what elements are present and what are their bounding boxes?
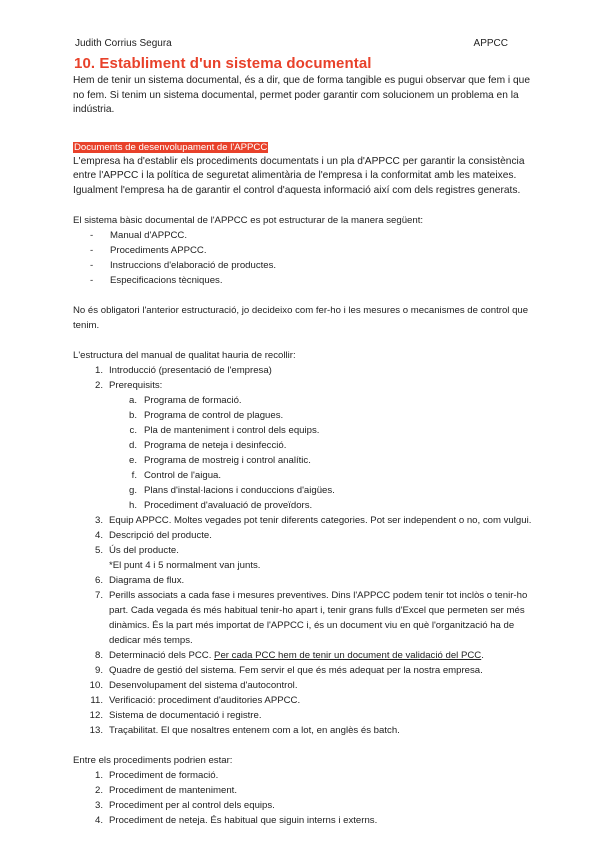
list-item: 4. Procediment de neteja. És habitual que siguin interns i externs. <box>94 815 378 826</box>
list-item: 2. Procediment de manteniment. <box>94 785 237 796</box>
list-item: - Manual d'APPCC. <box>90 228 535 243</box>
list-item: e. Programa de mostreig i control analític. <box>128 455 311 466</box>
list-item: 7. Perills associats a cada fase i mesures preventives. Dins l'APPCC podem tenir tot inclòs o tenir-ho part. Cada vegada és més habitual tenir-ho apart i, tenir grans fulls d'Excel que permeten ser més dinàmics. És la part més importat de l'APPCC i, és un document viu en què l'organització ha de dedicar més temps. <box>94 590 528 646</box>
header-subject: APPCC <box>473 38 508 49</box>
manual-intro: L'estructura del manual de qualitat hauria de recollir: <box>73 350 296 361</box>
list-item: d. Programa de neteja i desinfecció. <box>128 440 287 451</box>
basic-system-list <box>73 228 535 288</box>
list-item: - Especificacions tècniques. <box>90 273 535 288</box>
prerequisits-list <box>73 393 535 513</box>
list-item: 8. Determinació dels PCC. Per cada PCC hem de tenir un document de validació del PCC. <box>94 650 484 661</box>
list-item: - Instruccions d'elaboració de productes. <box>90 258 535 273</box>
document-body <box>73 74 535 828</box>
basic-system-intro: El sistema bàsic documental de l'APPCC es pot estructurar de la manera següent: <box>73 215 424 226</box>
list-item: h. Procediment d'avaluació de proveïdors. <box>128 500 313 511</box>
list-item: f. Control de l'aigua. <box>131 470 222 481</box>
manual-list <box>73 363 535 738</box>
list-item: 2. Prerequisits: a. Programa de formació. b. Programa de control de plagues. c. Pla de manteniment i control dels equips. d. Programa de neteja i desinfecció. e. Programa de mostreig i control analític. f. Control de l'aigua. g. Plans d'instal·lacions i conduccions d'aigües. h. Procediment d'avaluació de proveïdors. <box>73 378 535 513</box>
header-author: Judith Corrius Segura <box>75 38 172 49</box>
underlined-text: Per cada PCC hem de tenir un document de validació del PCC <box>214 650 482 661</box>
list-item: 9. Quadre de gestió del sistema. Fem servir el que és més adequat per la nostra empresa. <box>94 665 483 676</box>
list-item: 13. Traçabilitat. El que nosaltres entenem com a lot, en anglès és batch. <box>89 725 400 736</box>
intro-paragraph: Hem de tenir un sistema documental, és a dir, que de forma tangible es pugui observar que fem i que no fem. Si tenim un sistema documental, permet poder garantir com solucionem un problema en la indústria. <box>73 75 530 115</box>
list-item: 4. Descripció del producte. <box>94 530 212 541</box>
list-item: 12. Sistema de documentació i registre. <box>89 710 262 721</box>
procediments-list <box>73 768 535 828</box>
section-heading: Documents de desenvolupament de l'APPCC <box>74 141 268 153</box>
list-item: b. Programa de control de plagues. <box>128 410 284 421</box>
procediments-intro: Entre els procediments podrien estar: <box>73 755 233 766</box>
page-title: 10. Establiment d'un sistema documental <box>74 55 372 72</box>
list-item: g. Plans d'instal·lacions i conduccions d'aigües. <box>128 485 335 496</box>
list-item: 6. Diagrama de flux. <box>94 575 185 586</box>
list-item: 1. Introducció (presentació de l'empresa) <box>94 365 272 376</box>
list-item: 3. Equip APPCC. Moltes vegades pot tenir diferents categories. Pot ser independent o no, com vulgui. <box>94 515 532 526</box>
list-item: c. Pla de manteniment i control dels equips. <box>129 425 320 436</box>
section-paragraph: L'empresa ha d'establir els procediments documentats i un pla d'APPCC per garantir la consistència entre l'APPCC i la política de seguretat alimentària de l'empresa i la conformitat amb les mateixes. Igualment l'empresa ha de garantir el control d'aquesta informació així com dels registres generats. <box>73 155 525 196</box>
list-item: 1. Procediment de formació. <box>94 770 219 781</box>
list-item: - Procediments APPCC. <box>90 243 535 258</box>
list-item: 11. Verificació: procediment d'auditories APPCC. <box>90 695 301 706</box>
item5-note: *El punt 4 i 5 normalment van junts. <box>109 560 261 571</box>
list-item: 10. Desenvolupament del sistema d'autocontrol. <box>89 680 298 691</box>
not-obligatory-paragraph: No és obligatori l'anterior estructuració, jo decideixo com fer-ho i les mesures o mecanismes de control que tenim. <box>73 305 529 331</box>
page-header <box>75 38 508 49</box>
list-item: a. Programa de formació. <box>128 395 242 406</box>
list-item: 3. Procediment per al control dels equips. <box>94 800 275 811</box>
list-item: 5. Ús del producte. *El punt 4 i 5 normalment van junts. <box>94 545 261 571</box>
